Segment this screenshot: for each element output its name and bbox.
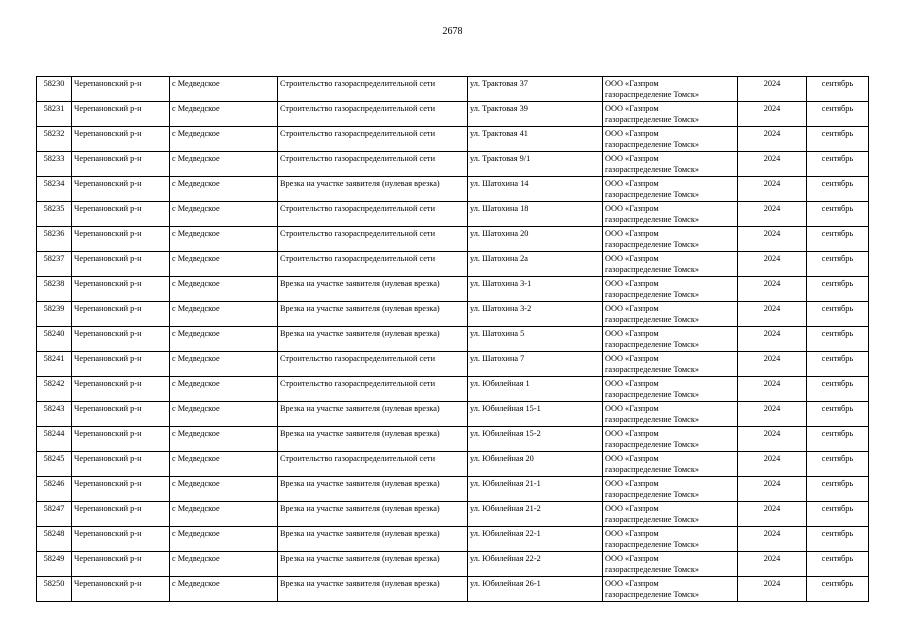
- organization-line-2: газораспределение Томск»: [605, 515, 700, 524]
- organization-cell: [603, 502, 738, 527]
- year-cell: 2024: [738, 102, 807, 127]
- work-type-cell: Врезка на участке заявителя (нулевая врезка): [278, 302, 468, 327]
- organization-line-2: газораспределение Томск»: [605, 165, 700, 174]
- work-type-cell: Врезка на участке заявителя (нулевая врезка): [278, 552, 468, 577]
- organization-line-2: газораспределение Томск»: [605, 415, 700, 424]
- organization-line-1: ООО «Газпром: [605, 529, 659, 538]
- year-cell: 2024: [738, 327, 807, 352]
- work-type-cell: Врезка на участке заявителя (нулевая врезка): [278, 577, 468, 602]
- organization-line-1: ООО «Газпром: [605, 379, 659, 388]
- organization-line-2: газораспределение Томск»: [605, 565, 700, 574]
- row-number-cell: 58242: [37, 377, 72, 402]
- locality-cell: с Медведское: [170, 77, 278, 102]
- work-type-cell: Строительство газораспределительной сети: [278, 127, 468, 152]
- work-type-cell: Строительство газораспределительной сети: [278, 227, 468, 252]
- month-cell: сентябрь: [807, 577, 869, 602]
- table-row: [37, 477, 869, 502]
- organization-line-1: ООО «Газпром: [605, 554, 659, 563]
- district-cell: Черепановский р-н: [72, 177, 170, 202]
- organization-cell: [603, 477, 738, 502]
- table-row: [37, 327, 869, 352]
- organization-line-1: ООО «Газпром: [605, 429, 659, 438]
- locality-cell: с Медведское: [170, 427, 278, 452]
- row-number-cell: 58245: [37, 452, 72, 477]
- organization-line-2: газораспределение Томск»: [605, 590, 700, 599]
- work-type-cell: Строительство газораспределительной сети: [278, 252, 468, 277]
- district-cell: Черепановский р-н: [72, 302, 170, 327]
- table-row: [37, 302, 869, 327]
- month-cell: сентябрь: [807, 102, 869, 127]
- address-cell: ул. Трактовая 37: [468, 77, 603, 102]
- address-cell: ул. Юбилейная 22-1: [468, 527, 603, 552]
- year-cell: 2024: [738, 302, 807, 327]
- organization-line-2: газораспределение Томск»: [605, 190, 700, 199]
- organization-line-1: ООО «Газпром: [605, 129, 659, 138]
- district-cell: Черепановский р-н: [72, 402, 170, 427]
- year-cell: 2024: [738, 152, 807, 177]
- organization-line-2: газораспределение Томск»: [605, 215, 700, 224]
- organization-line-1: ООО «Газпром: [605, 154, 659, 163]
- organization-cell: [603, 77, 738, 102]
- locality-cell: с Медведское: [170, 527, 278, 552]
- locality-cell: с Медведское: [170, 402, 278, 427]
- address-cell: ул. Юбилейная 22-2: [468, 552, 603, 577]
- organization-line-1: ООО «Газпром: [605, 579, 659, 588]
- locality-cell: с Медведское: [170, 577, 278, 602]
- work-type-cell: Врезка на участке заявителя (нулевая врезка): [278, 427, 468, 452]
- table-row: [37, 552, 869, 577]
- table-row: [37, 102, 869, 127]
- organization-line-2: газораспределение Томск»: [605, 90, 700, 99]
- table-row: [37, 352, 869, 377]
- organization-line-1: ООО «Газпром: [605, 504, 659, 513]
- month-cell: сентябрь: [807, 502, 869, 527]
- month-cell: сентябрь: [807, 177, 869, 202]
- row-number-cell: 58241: [37, 352, 72, 377]
- organization-cell: [603, 227, 738, 252]
- district-cell: Черепановский р-н: [72, 252, 170, 277]
- organization-cell: [603, 302, 738, 327]
- month-cell: сентябрь: [807, 377, 869, 402]
- row-number-cell: 58243: [37, 402, 72, 427]
- locality-cell: с Медведское: [170, 352, 278, 377]
- month-cell: сентябрь: [807, 277, 869, 302]
- row-number-cell: 58250: [37, 577, 72, 602]
- organization-line-2: газораспределение Томск»: [605, 390, 700, 399]
- month-cell: сентябрь: [807, 527, 869, 552]
- row-number-cell: 58246: [37, 477, 72, 502]
- locality-cell: с Медведское: [170, 377, 278, 402]
- district-cell: Черепановский р-н: [72, 327, 170, 352]
- year-cell: 2024: [738, 377, 807, 402]
- month-cell: сентябрь: [807, 402, 869, 427]
- organization-line-2: газораспределение Томск»: [605, 465, 700, 474]
- table-row: [37, 427, 869, 452]
- organization-cell: [603, 577, 738, 602]
- locality-cell: с Медведское: [170, 102, 278, 127]
- month-cell: сентябрь: [807, 427, 869, 452]
- locality-cell: с Медведское: [170, 502, 278, 527]
- table-row: [37, 127, 869, 152]
- table-row: [37, 152, 869, 177]
- address-cell: ул. Юбилейная 21-1: [468, 477, 603, 502]
- district-cell: Черепановский р-н: [72, 127, 170, 152]
- address-cell: ул. Юбилейная 15-1: [468, 402, 603, 427]
- table-body: [37, 77, 869, 602]
- table-row: [37, 277, 869, 302]
- address-cell: ул. Трактовая 41: [468, 127, 603, 152]
- year-cell: 2024: [738, 352, 807, 377]
- district-cell: Черепановский р-н: [72, 452, 170, 477]
- organization-line-1: ООО «Газпром: [605, 304, 659, 313]
- locality-cell: с Медведское: [170, 227, 278, 252]
- row-number-cell: 58234: [37, 177, 72, 202]
- year-cell: 2024: [738, 127, 807, 152]
- month-cell: сентябрь: [807, 152, 869, 177]
- organization-line-1: ООО «Газпром: [605, 254, 659, 263]
- row-number-cell: 58236: [37, 227, 72, 252]
- organization-line-2: газораспределение Томск»: [605, 115, 700, 124]
- organization-line-2: газораспределение Томск»: [605, 315, 700, 324]
- organization-line-2: газораспределение Томск»: [605, 490, 700, 499]
- work-type-cell: Строительство газораспределительной сети: [278, 152, 468, 177]
- organization-cell: [603, 177, 738, 202]
- year-cell: 2024: [738, 227, 807, 252]
- organization-cell: [603, 202, 738, 227]
- month-cell: сентябрь: [807, 552, 869, 577]
- organization-cell: [603, 252, 738, 277]
- organization-cell: [603, 427, 738, 452]
- locality-cell: с Медведское: [170, 127, 278, 152]
- organization-cell: [603, 452, 738, 477]
- work-type-cell: Врезка на участке заявителя (нулевая врезка): [278, 527, 468, 552]
- address-cell: ул. Юбилейная 1: [468, 377, 603, 402]
- address-cell: ул. Шатохина 2а: [468, 252, 603, 277]
- organization-line-2: газораспределение Томск»: [605, 140, 700, 149]
- work-type-cell: Строительство газораспределительной сети: [278, 202, 468, 227]
- address-cell: ул. Юбилейная 21-2: [468, 502, 603, 527]
- row-number-cell: 58248: [37, 527, 72, 552]
- organization-cell: [603, 127, 738, 152]
- table-row: [37, 402, 869, 427]
- table-row: [37, 77, 869, 102]
- locality-cell: с Медведское: [170, 177, 278, 202]
- year-cell: 2024: [738, 552, 807, 577]
- row-number-cell: 58233: [37, 152, 72, 177]
- month-cell: сентябрь: [807, 77, 869, 102]
- table-row: [37, 527, 869, 552]
- district-cell: Черепановский р-н: [72, 477, 170, 502]
- organization-line-2: газораспределение Томск»: [605, 240, 700, 249]
- year-cell: 2024: [738, 577, 807, 602]
- address-cell: ул. Юбилейная 20: [468, 452, 603, 477]
- address-cell: ул. Шатохина 18: [468, 202, 603, 227]
- work-type-cell: Строительство газораспределительной сети: [278, 452, 468, 477]
- locality-cell: с Медведское: [170, 202, 278, 227]
- month-cell: сентябрь: [807, 327, 869, 352]
- organization-cell: [603, 402, 738, 427]
- year-cell: 2024: [738, 527, 807, 552]
- work-type-cell: Строительство газораспределительной сети: [278, 77, 468, 102]
- row-number-cell: 58238: [37, 277, 72, 302]
- work-type-cell: Врезка на участке заявителя (нулевая врезка): [278, 327, 468, 352]
- district-cell: Черепановский р-н: [72, 527, 170, 552]
- year-cell: 2024: [738, 452, 807, 477]
- district-cell: Черепановский р-н: [72, 152, 170, 177]
- organization-line-2: газораспределение Томск»: [605, 340, 700, 349]
- row-number-cell: 58230: [37, 77, 72, 102]
- district-cell: Черепановский р-н: [72, 577, 170, 602]
- table-row: [37, 202, 869, 227]
- locality-cell: с Медведское: [170, 327, 278, 352]
- district-cell: Черепановский р-н: [72, 502, 170, 527]
- organization-cell: [603, 102, 738, 127]
- row-number-cell: 58239: [37, 302, 72, 327]
- district-cell: Черепановский р-н: [72, 102, 170, 127]
- address-cell: ул. Шатохина 3-1: [468, 277, 603, 302]
- locality-cell: с Медведское: [170, 252, 278, 277]
- organization-line-1: ООО «Газпром: [605, 479, 659, 488]
- locality-cell: с Медведское: [170, 477, 278, 502]
- table-row: [37, 177, 869, 202]
- gasification-schedule-table: [36, 76, 869, 602]
- district-cell: Черепановский р-н: [72, 552, 170, 577]
- district-cell: Черепановский р-н: [72, 77, 170, 102]
- month-cell: сентябрь: [807, 352, 869, 377]
- year-cell: 2024: [738, 77, 807, 102]
- table-row: [37, 452, 869, 477]
- month-cell: сентябрь: [807, 127, 869, 152]
- month-cell: сентябрь: [807, 452, 869, 477]
- organization-line-1: ООО «Газпром: [605, 279, 659, 288]
- row-number-cell: 58232: [37, 127, 72, 152]
- table-row: [37, 252, 869, 277]
- address-cell: ул. Шатохина 7: [468, 352, 603, 377]
- locality-cell: с Медведское: [170, 452, 278, 477]
- organization-line-2: газораспределение Томск»: [605, 290, 700, 299]
- row-number-cell: 58244: [37, 427, 72, 452]
- month-cell: сентябрь: [807, 302, 869, 327]
- address-cell: ул. Шатохина 3-2: [468, 302, 603, 327]
- organization-line-1: ООО «Газпром: [605, 354, 659, 363]
- organization-cell: [603, 352, 738, 377]
- page-number: 2678: [442, 26, 463, 37]
- work-type-cell: Строительство газораспределительной сети: [278, 352, 468, 377]
- work-type-cell: Врезка на участке заявителя (нулевая врезка): [278, 502, 468, 527]
- organization-cell: [603, 527, 738, 552]
- organization-cell: [603, 377, 738, 402]
- year-cell: 2024: [738, 202, 807, 227]
- table-row: [37, 577, 869, 602]
- address-cell: ул. Юбилейная 15-2: [468, 427, 603, 452]
- row-number-cell: 58249: [37, 552, 72, 577]
- month-cell: сентябрь: [807, 477, 869, 502]
- work-type-cell: Врезка на участке заявителя (нулевая врезка): [278, 477, 468, 502]
- locality-cell: с Медведское: [170, 302, 278, 327]
- organization-line-1: ООО «Газпром: [605, 104, 659, 113]
- year-cell: 2024: [738, 502, 807, 527]
- year-cell: 2024: [738, 427, 807, 452]
- work-type-cell: Строительство газораспределительной сети: [278, 102, 468, 127]
- organization-cell: [603, 277, 738, 302]
- district-cell: Черепановский р-н: [72, 377, 170, 402]
- address-cell: ул. Шатохина 14: [468, 177, 603, 202]
- month-cell: сентябрь: [807, 252, 869, 277]
- organization-line-2: газораспределение Томск»: [605, 540, 700, 549]
- work-type-cell: Врезка на участке заявителя (нулевая врезка): [278, 177, 468, 202]
- organization-cell: [603, 152, 738, 177]
- locality-cell: с Медведское: [170, 277, 278, 302]
- address-cell: ул. Шатохина 20: [468, 227, 603, 252]
- address-cell: ул. Трактовая 9/1: [468, 152, 603, 177]
- organization-line-1: ООО «Газпром: [605, 454, 659, 463]
- organization-line-1: ООО «Газпром: [605, 404, 659, 413]
- table-row: [37, 227, 869, 252]
- table-row: [37, 377, 869, 402]
- row-number-cell: 58231: [37, 102, 72, 127]
- year-cell: 2024: [738, 177, 807, 202]
- organization-line-2: газораспределение Томск»: [605, 440, 700, 449]
- organization-cell: [603, 327, 738, 352]
- work-type-cell: Врезка на участке заявителя (нулевая врезка): [278, 277, 468, 302]
- locality-cell: с Медведское: [170, 552, 278, 577]
- locality-cell: с Медведское: [170, 152, 278, 177]
- row-number-cell: 58237: [37, 252, 72, 277]
- address-cell: ул. Шатохина 5: [468, 327, 603, 352]
- row-number-cell: 58247: [37, 502, 72, 527]
- organization-line-2: газораспределение Томск»: [605, 365, 700, 374]
- organization-line-2: газораспределение Томск»: [605, 265, 700, 274]
- organization-line-1: ООО «Газпром: [605, 204, 659, 213]
- month-cell: сентябрь: [807, 227, 869, 252]
- year-cell: 2024: [738, 277, 807, 302]
- organization-line-1: ООО «Газпром: [605, 329, 659, 338]
- district-cell: Черепановский р-н: [72, 427, 170, 452]
- district-cell: Черепановский р-н: [72, 277, 170, 302]
- row-number-cell: 58235: [37, 202, 72, 227]
- organization-line-1: ООО «Газпром: [605, 179, 659, 188]
- district-cell: Черепановский р-н: [72, 352, 170, 377]
- organization-line-1: ООО «Газпром: [605, 79, 659, 88]
- year-cell: 2024: [738, 252, 807, 277]
- district-cell: Черепановский р-н: [72, 202, 170, 227]
- address-cell: ул. Трактовая 39: [468, 102, 603, 127]
- row-number-cell: 58240: [37, 327, 72, 352]
- work-type-cell: Врезка на участке заявителя (нулевая врезка): [278, 402, 468, 427]
- work-type-cell: Строительство газораспределительной сети: [278, 377, 468, 402]
- organization-line-1: ООО «Газпром: [605, 229, 659, 238]
- address-cell: ул. Юбилейная 26-1: [468, 577, 603, 602]
- year-cell: 2024: [738, 402, 807, 427]
- district-cell: Черепановский р-н: [72, 227, 170, 252]
- month-cell: сентябрь: [807, 202, 869, 227]
- organization-cell: [603, 552, 738, 577]
- table-row: [37, 502, 869, 527]
- year-cell: 2024: [738, 477, 807, 502]
